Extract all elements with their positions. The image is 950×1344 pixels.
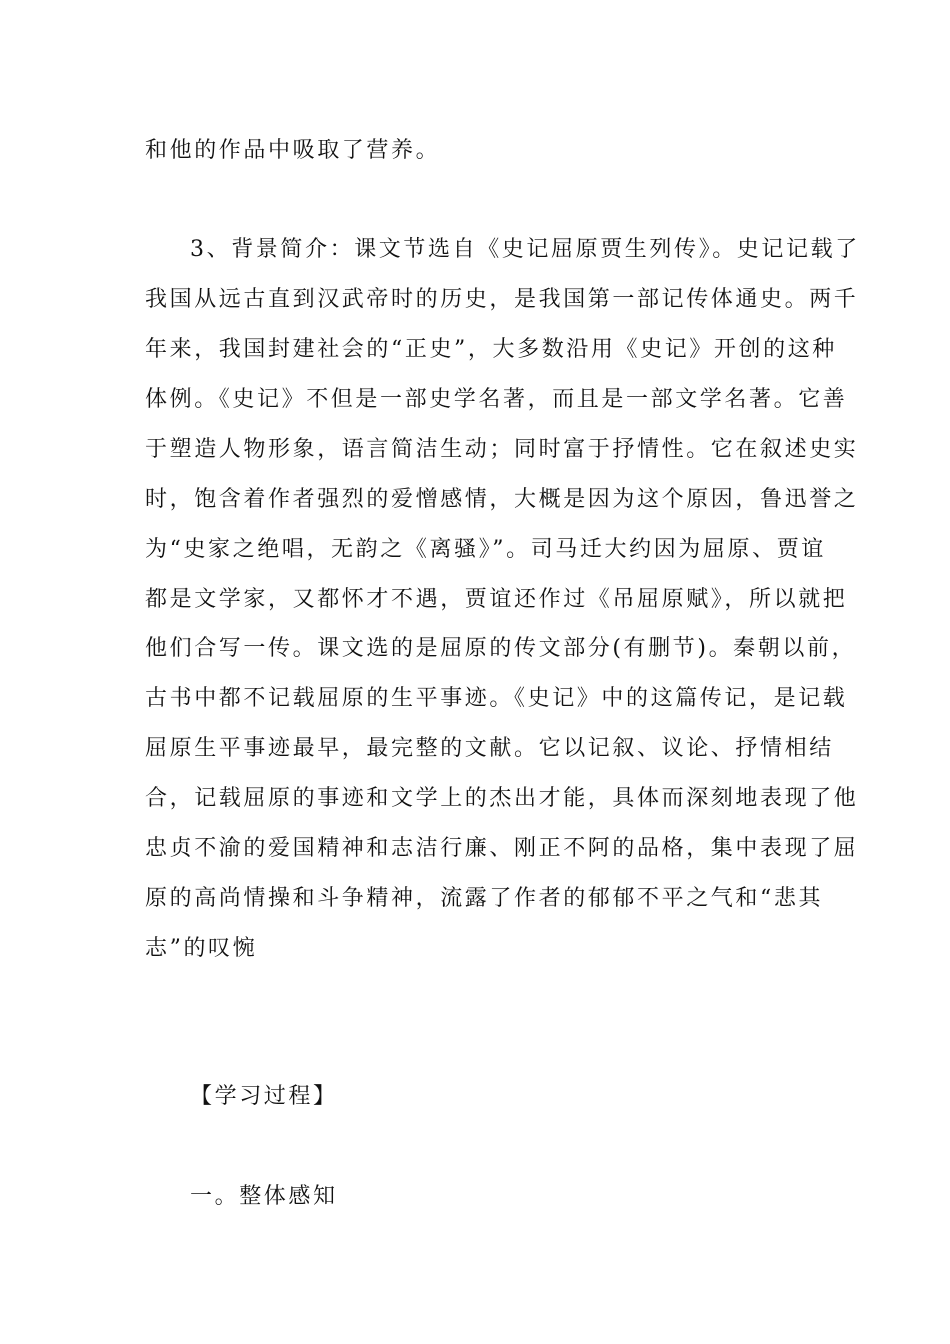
paragraph-line: 忠贞不渝的爱国精神和志洁行廉、刚正不阿的品格，集中表现了屈	[145, 836, 859, 861]
paragraph-line: 和他的作品中吸取了营养。	[145, 138, 441, 163]
paragraph-line: 屈原生平事迹最早，最完整的文献。它以记叙、议论、抒情相结	[145, 736, 834, 761]
paragraph-line: 原的高尚情操和斗争精神，流露了作者的郁郁不平之气和“悲其	[145, 886, 824, 911]
paragraph-line: 他们合写一传。课文选的是屈原的传文部分(有删节)。秦朝以前，	[145, 636, 857, 661]
paragraph-line: 体例。《史记》不但是一部史学名著，而且是一部文学名著。它善	[145, 387, 848, 412]
paragraph-line: 3、背景简介：课文节选自《史记屈原贾生列传》。史记记载了	[190, 237, 860, 262]
paragraph-line: 年来，我国封建社会的“正史”，大多数沿用《史记》开创的这种	[145, 337, 837, 362]
paragraph-line: 志”的叹惋	[145, 936, 258, 961]
subsection-heading: 一。整体感知	[190, 1184, 338, 1209]
paragraph-line: 为“史家之绝唱，无韵之《离骚》”。司马迁大约因为屈原、贾谊	[145, 537, 826, 562]
paragraph-line: 古书中都不记载屈原的生平事迹。《史记》中的这篇传记，是记载	[145, 686, 848, 711]
paragraph-line: 时，饱含着作者强烈的爱憎感情，大概是因为这个原因，鲁迅誉之	[145, 487, 859, 512]
paragraph-line: 合，记载屈原的事迹和文学上的杰出才能，具体而深刻地表现了他	[145, 786, 859, 811]
section-heading: 【学习过程】	[190, 1084, 338, 1109]
paragraph-line: 都是文学家，又都怀才不遇，贾谊还作过《吊屈原赋》，所以就把	[145, 587, 848, 612]
paragraph-line: 于塑造人物形象，语言简洁生动；同时富于抒情性。它在叙述史实	[145, 437, 859, 462]
paragraph-line: 我国从远古直到汉武帝时的历史，是我国第一部记传体通史。两千	[145, 287, 859, 312]
